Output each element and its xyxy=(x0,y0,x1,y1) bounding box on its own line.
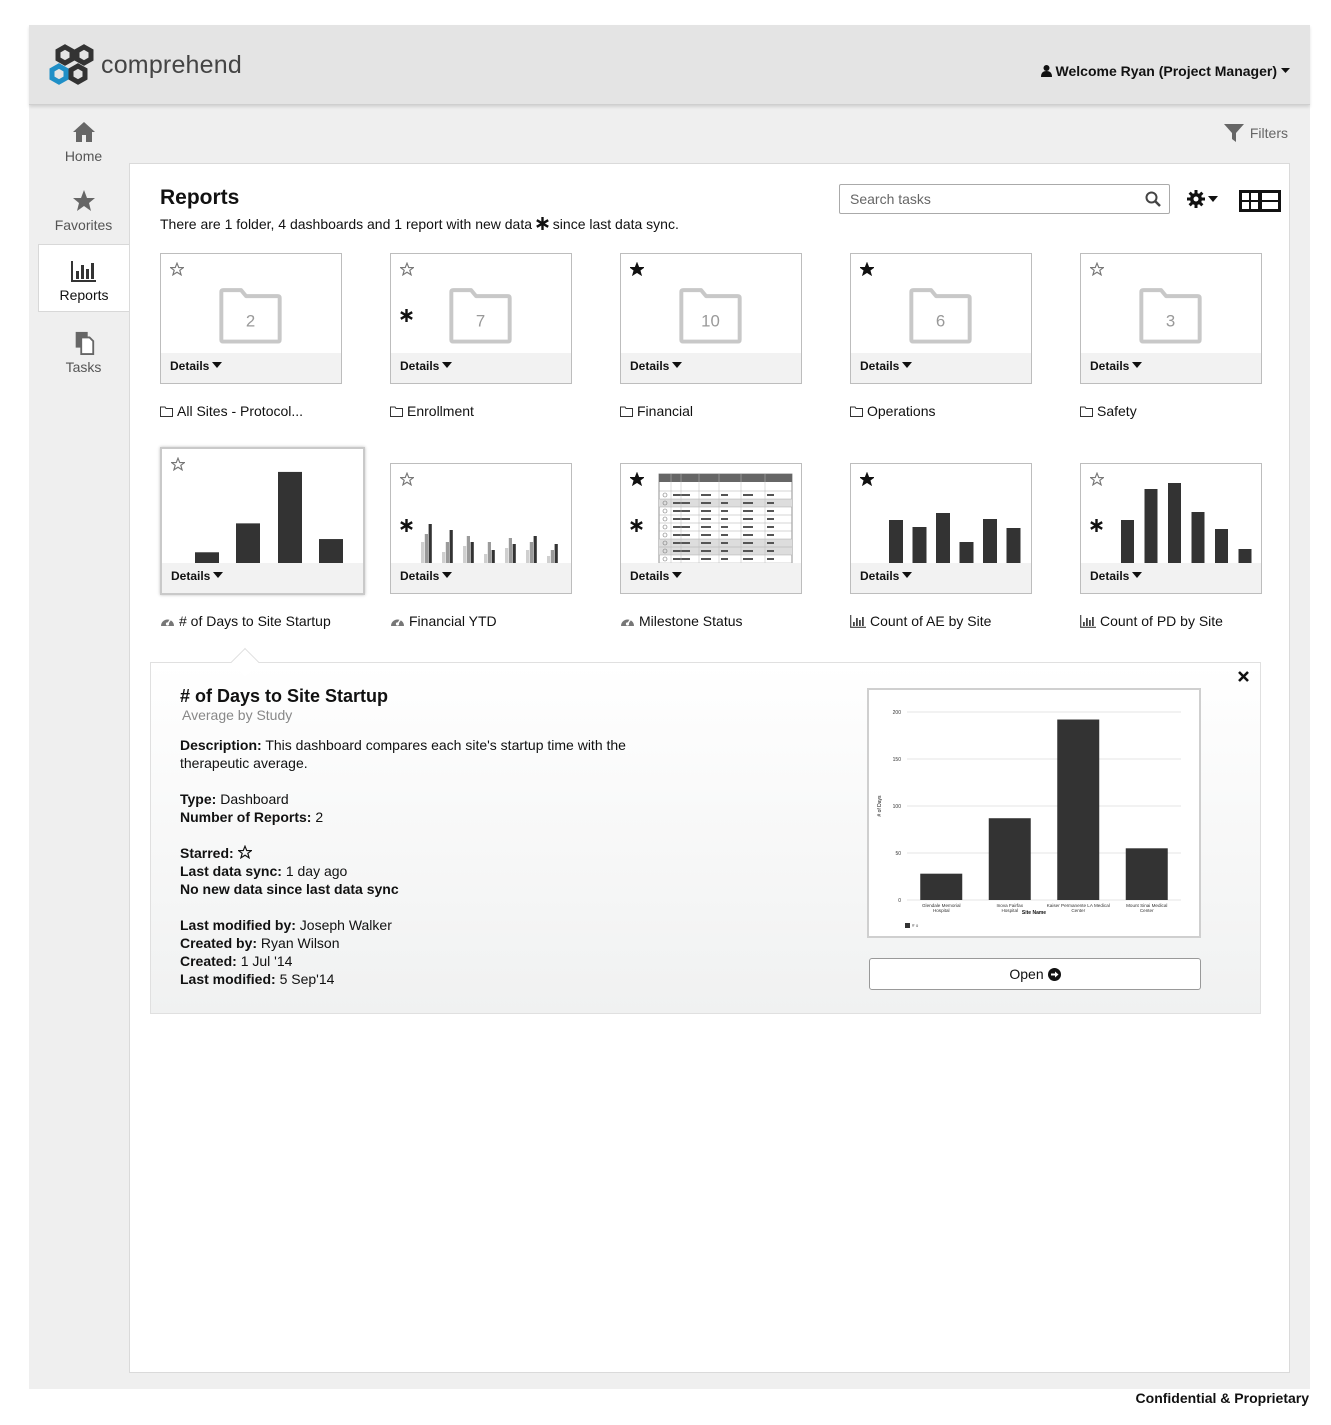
folder-caption[interactable] xyxy=(390,403,474,419)
caret-down-icon xyxy=(672,572,682,580)
x-tick-label: Inova Fairfax Hospital xyxy=(996,903,1024,913)
thumbnail-bar xyxy=(983,519,997,563)
details-toggle[interactable] xyxy=(621,563,801,593)
details-label: Details xyxy=(1090,359,1130,373)
folder-count: 2 xyxy=(245,311,256,331)
filters-label: Filters xyxy=(1249,125,1288,141)
thumbnail-bar xyxy=(551,550,554,563)
thumbnail-bar xyxy=(1215,529,1228,563)
thumbnail-bar xyxy=(913,527,927,563)
details-label: Details xyxy=(170,359,210,373)
detail-created-by: Created by: Ryan Wilson xyxy=(180,935,340,951)
documents-icon xyxy=(72,331,96,355)
user-menu[interactable] xyxy=(1041,63,1290,79)
sidebar-item-tasks[interactable] xyxy=(38,317,129,385)
y-axis-label: # of Days xyxy=(877,795,883,817)
chart-bar xyxy=(989,818,1031,900)
detail-info xyxy=(180,736,650,988)
detail-title: # of Days to Site Startup xyxy=(180,686,389,706)
new-data-asterisk-icon xyxy=(400,519,413,532)
view-toggle[interactable] xyxy=(1239,190,1281,215)
sidebar-item-label: Tasks xyxy=(65,359,102,375)
detail-pointer xyxy=(231,648,259,676)
chart-bar xyxy=(920,874,962,900)
caret-down-icon xyxy=(672,362,682,370)
folder-thumbnail xyxy=(161,254,341,354)
bar-chart-icon xyxy=(850,615,866,628)
new-data-summary xyxy=(160,216,679,232)
report-name: Count of PD by Site xyxy=(1100,613,1223,629)
folder-icon xyxy=(160,406,173,417)
folder-name: Operations xyxy=(867,403,936,419)
folder-caption[interactable] xyxy=(1080,403,1137,419)
star-outline-icon[interactable] xyxy=(400,472,414,486)
bar-chart-icon xyxy=(1080,615,1096,628)
y-tick-label: 50 xyxy=(895,851,901,857)
report-card[interactable] xyxy=(850,463,1032,594)
details-toggle[interactable] xyxy=(1081,563,1261,593)
welcome-text: Welcome Ryan (Project Manager) xyxy=(1055,63,1277,79)
summary-text-after: since last data sync. xyxy=(552,216,679,232)
detail-last-sync: Last data sync: 1 day ago xyxy=(180,863,348,879)
y-tick-label: 0 xyxy=(898,898,901,904)
thumbnail-bar xyxy=(429,524,432,563)
thumbnail-chart xyxy=(851,464,1031,563)
arrow-circle-right-icon xyxy=(1048,968,1061,981)
dashboard-card[interactable] xyxy=(390,463,572,594)
details-label: Details xyxy=(171,569,211,583)
thumbnail-bar xyxy=(450,530,453,563)
detail-chart xyxy=(867,688,1201,938)
caret-down-icon xyxy=(213,572,223,580)
details-toggle[interactable] xyxy=(1081,353,1261,383)
thumbnail-bar xyxy=(1239,549,1252,563)
folder-card[interactable] xyxy=(620,253,802,384)
thumbnail-bar xyxy=(960,542,974,563)
caret-down-icon xyxy=(212,362,222,370)
thumbnail-table xyxy=(659,474,792,563)
caret-down-icon xyxy=(902,362,912,370)
sidebar-item-reports[interactable] xyxy=(38,244,129,312)
detail-subtitle: Average by Study xyxy=(182,707,293,723)
dashboard-name: # of Days to Site Startup xyxy=(179,613,331,629)
new-data-asterisk-icon xyxy=(630,519,643,532)
caret-down-icon xyxy=(1281,68,1290,74)
legend-label: # o xyxy=(912,923,919,928)
footer-confidential: Confidential & Proprietary xyxy=(1135,1390,1309,1406)
thumbnail-bar xyxy=(442,552,445,563)
dashboard-gauge-icon xyxy=(390,615,405,627)
page-title: Reports xyxy=(160,186,240,209)
detail-panel xyxy=(150,662,1261,1014)
folder-thumbnail xyxy=(851,254,1031,354)
folder-name: Enrollment xyxy=(407,403,474,419)
detail-no-new-data: No new data since last data sync xyxy=(180,881,399,897)
bar-chart-icon xyxy=(71,259,97,283)
sidebar-item-home[interactable] xyxy=(38,106,129,174)
detail-created: Created: 1 Jul '14 xyxy=(180,953,293,969)
details-label: Details xyxy=(630,569,670,583)
thumbnail-bar xyxy=(421,542,424,563)
comprehend-logo[interactable] xyxy=(49,44,242,86)
folder-icon xyxy=(850,406,863,417)
caret-down-icon xyxy=(442,572,452,580)
x-tick-label: Glendale Memorial Hospital xyxy=(921,903,961,913)
thumbnail-bar xyxy=(488,542,491,563)
report-caption[interactable] xyxy=(850,613,991,629)
x-tick-label: Mount Sinai Medical Center xyxy=(1126,903,1168,913)
thumbnail-bar xyxy=(555,544,558,563)
dashboard-card[interactable] xyxy=(160,447,365,595)
sidebar-item-label: Home xyxy=(64,148,103,164)
folder-count: 10 xyxy=(701,311,720,331)
folder-icon xyxy=(620,406,633,417)
chart-bar xyxy=(1126,848,1168,900)
thumbnail-bar xyxy=(425,534,428,563)
thumbnail-chart xyxy=(162,449,363,563)
sidebar-item-favorites[interactable] xyxy=(38,175,129,243)
details-label: Details xyxy=(860,569,900,583)
thumbnail-bar xyxy=(1168,483,1181,563)
thumbnail-bar xyxy=(534,536,537,563)
dashboard-name: Milestone Status xyxy=(639,613,743,629)
thumbnail-chart xyxy=(1081,464,1261,563)
open-button[interactable] xyxy=(869,958,1201,990)
thumbnail-bar xyxy=(484,554,487,563)
gear-icon xyxy=(1187,190,1205,208)
thumbnail-bar xyxy=(1007,528,1021,563)
folder-count: 3 xyxy=(1165,311,1176,331)
sidebar-item-label: Favorites xyxy=(54,217,113,233)
legend-swatch xyxy=(905,923,910,928)
settings-menu-button[interactable] xyxy=(1187,190,1218,208)
x-axis-label: Site Name xyxy=(1021,910,1047,916)
thumbnail-bar xyxy=(936,513,950,563)
home-icon xyxy=(72,120,96,144)
folder-caption[interactable] xyxy=(160,403,303,419)
search-input[interactable] xyxy=(840,185,1130,213)
caret-down-icon xyxy=(1132,362,1142,370)
new-data-asterisk-icon xyxy=(1090,519,1103,532)
thumbnail-bar xyxy=(547,556,550,563)
thumbnail-chart xyxy=(621,464,801,563)
details-label: Details xyxy=(400,569,440,583)
detail-modified-by: Last modified by: Joseph Walker xyxy=(180,917,392,933)
details-toggle[interactable] xyxy=(162,563,363,593)
details-toggle[interactable] xyxy=(391,563,571,593)
star-outline-icon[interactable] xyxy=(238,845,252,859)
caret-down-icon xyxy=(1132,572,1142,580)
detail-last-modified: Last modified: 5 Sep'14 xyxy=(180,971,335,987)
thumbnail-bar xyxy=(513,544,516,563)
detail-starred: Starred: xyxy=(180,844,650,862)
caret-down-icon xyxy=(442,362,452,370)
folder-caption[interactable] xyxy=(850,403,935,419)
folder-caption[interactable] xyxy=(620,403,693,419)
thumbnail-bar xyxy=(505,548,508,563)
thumbnail-bar xyxy=(319,539,343,563)
top-header xyxy=(29,25,1310,105)
folder-card[interactable] xyxy=(390,253,572,384)
details-toggle[interactable] xyxy=(391,353,571,383)
thumbnail-bar xyxy=(195,552,219,563)
thumbnail-bar xyxy=(1121,520,1134,563)
folder-thumbnail xyxy=(391,254,571,354)
dashboard-caption[interactable] xyxy=(620,613,743,629)
star-outline-icon[interactable] xyxy=(1090,472,1104,486)
chart-bar xyxy=(1057,720,1099,900)
dashboard-caption[interactable] xyxy=(160,613,331,629)
star-icon xyxy=(72,189,96,213)
star-filled-icon[interactable] xyxy=(860,472,874,486)
y-tick-label: 100 xyxy=(892,804,901,810)
folder-count: 6 xyxy=(935,311,946,331)
dashboard-caption[interactable] xyxy=(390,613,497,629)
details-label: Details xyxy=(860,359,900,373)
filters-button[interactable] xyxy=(1224,123,1288,143)
details-label: Details xyxy=(1090,569,1130,583)
thumbnail-bar xyxy=(509,538,512,563)
reports-panel xyxy=(129,163,1290,1373)
folder-card[interactable] xyxy=(1080,253,1262,384)
open-label: Open xyxy=(1009,966,1044,982)
report-name: Count of AE by Site xyxy=(870,613,992,629)
thumbnail-bar xyxy=(530,542,533,563)
detail-num-reports: Number of Reports: 2 xyxy=(180,809,324,825)
logo-text: comprehend xyxy=(101,50,242,79)
dashboard-gauge-icon xyxy=(620,615,635,627)
dashboard-gauge-icon xyxy=(160,615,175,627)
filter-icon xyxy=(1224,123,1244,143)
report-card[interactable] xyxy=(1080,463,1262,594)
sidebar-item-label: Reports xyxy=(59,287,109,303)
search-icon[interactable] xyxy=(1145,191,1161,207)
dashboard-card[interactable] xyxy=(620,463,802,594)
thumbnail-bar xyxy=(471,542,474,563)
folder-name: Safety xyxy=(1097,403,1137,419)
caret-down-icon xyxy=(1208,196,1218,202)
app-window xyxy=(29,25,1310,1389)
details-label: Details xyxy=(400,359,440,373)
folder-name: Financial xyxy=(637,403,694,419)
thumbnail-bar xyxy=(492,550,495,563)
thumbnail-bar xyxy=(463,546,466,563)
thumbnail-bar xyxy=(446,542,449,563)
thumbnail-bar xyxy=(236,523,260,563)
thumbnail-bar xyxy=(526,550,529,563)
details-toggle[interactable] xyxy=(161,353,341,383)
thumbnail-chart xyxy=(391,464,571,563)
star-filled-icon[interactable] xyxy=(630,472,644,486)
folder-thumbnail xyxy=(1081,254,1261,354)
hexagon-logo-icon xyxy=(49,44,99,86)
folder-name: All Sites - Protocol... xyxy=(177,403,304,419)
folder-count: 7 xyxy=(475,311,486,331)
detail-chart-svg xyxy=(869,690,1199,936)
asterisk-icon xyxy=(536,217,549,230)
x-tick-label: Kaiser Permanente LA Medical Center xyxy=(1046,903,1110,913)
details-label: Details xyxy=(630,359,670,373)
detail-type: Type: Dashboard xyxy=(180,791,289,807)
thumbnail-bar xyxy=(1145,489,1158,563)
close-icon[interactable] xyxy=(1238,671,1249,682)
folder-icon xyxy=(1080,406,1093,417)
details-toggle[interactable] xyxy=(851,563,1031,593)
folder-card[interactable] xyxy=(160,253,342,384)
folder-icon xyxy=(390,406,403,417)
dashboard-name: Financial YTD xyxy=(409,613,497,629)
user-icon xyxy=(1041,65,1052,77)
summary-text-before: There are 1 folder, 4 dashboards and 1 report with new data xyxy=(160,216,533,232)
y-tick-label: 200 xyxy=(892,710,901,716)
thumbnail-bar xyxy=(1192,512,1205,563)
search-box xyxy=(839,184,1170,214)
details-toggle[interactable] xyxy=(851,353,1031,383)
thumbnail-bar xyxy=(278,472,302,563)
grid-list-view-icon xyxy=(1239,190,1281,212)
y-tick-label: 150 xyxy=(892,757,901,763)
details-toggle[interactable] xyxy=(621,353,801,383)
folder-card[interactable] xyxy=(850,253,1032,384)
report-caption[interactable] xyxy=(1080,613,1223,629)
star-outline-icon[interactable] xyxy=(171,457,185,471)
detail-description: Description: This dashboard compares each site's startup time with the therapeutic average. xyxy=(180,737,626,771)
caret-down-icon xyxy=(902,572,912,580)
thumbnail-bar xyxy=(467,536,470,563)
thumbnail-bar xyxy=(889,520,903,563)
folder-thumbnail xyxy=(621,254,801,354)
